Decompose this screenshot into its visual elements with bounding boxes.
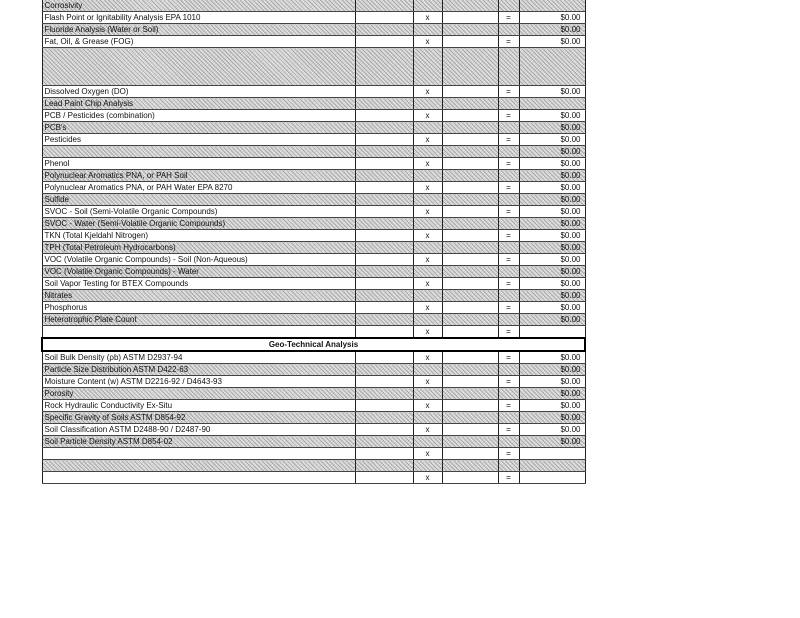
analysis-name-cell[interactable]: VOC (Volatile Organic Compounds) - Water [42, 266, 355, 278]
table-row [42, 472, 585, 484]
table-row [42, 48, 585, 86]
multiply-sign-cell: x [413, 302, 442, 314]
analysis-name-cell[interactable]: TKN (Total Kjeldahl Nitrogen) [42, 230, 355, 242]
table-row [42, 351, 585, 364]
equals-sign-cell: = [498, 424, 519, 436]
analysis-name-cell[interactable]: Fat, Oil, & Grease (FOG) [42, 36, 355, 48]
multiply-sign-cell: x [413, 254, 442, 266]
total-price-cell: $0.00 [519, 400, 585, 412]
total-price-cell: $0.00 [519, 376, 585, 388]
total-price-cell: $0.00 [519, 412, 585, 424]
unit-price-cell[interactable] [442, 472, 498, 484]
equals-sign-cell: = [498, 158, 519, 170]
quantity-cell[interactable] [355, 12, 413, 24]
table-row [42, 424, 585, 436]
analysis-name-cell[interactable]: SVOC - Soil (Semi-Volatile Organic Compounds) [42, 206, 355, 218]
analysis-name-cell[interactable]: PCB's [42, 122, 355, 134]
equals-sign-cell [498, 48, 519, 86]
quantity-cell[interactable] [355, 36, 413, 48]
multiply-sign-cell: x [413, 424, 442, 436]
equals-sign-cell [498, 460, 519, 472]
equals-sign-cell [498, 0, 519, 12]
total-price-cell: $0.00 [519, 314, 585, 326]
table-row [42, 326, 585, 339]
multiply-sign-cell [413, 460, 442, 472]
multiply-sign-cell [413, 24, 442, 36]
analysis-name-cell[interactable] [42, 448, 355, 460]
table-row [42, 302, 585, 314]
total-price-cell [519, 448, 585, 460]
total-price-cell: $0.00 [519, 110, 585, 122]
unit-price-cell[interactable] [442, 98, 498, 110]
quantity-cell[interactable] [355, 278, 413, 290]
quantity-cell[interactable] [355, 472, 413, 484]
quantity-cell[interactable] [355, 98, 413, 110]
multiply-sign-cell: x [413, 182, 442, 194]
quantity-cell[interactable] [355, 110, 413, 122]
table-row [42, 290, 585, 302]
quantity-cell[interactable] [355, 266, 413, 278]
equals-sign-cell [498, 388, 519, 400]
multiply-sign-cell [413, 170, 442, 182]
table-row [42, 86, 585, 98]
unit-price-cell[interactable] [442, 266, 498, 278]
table-row [42, 254, 585, 266]
quantity-cell[interactable] [355, 122, 413, 134]
table-row [42, 158, 585, 170]
table-row [42, 182, 585, 194]
total-price-cell: $0.00 [519, 146, 585, 158]
equals-sign-cell [498, 436, 519, 448]
multiply-sign-cell: x [413, 36, 442, 48]
equals-sign-cell: = [498, 36, 519, 48]
equals-sign-cell: = [498, 86, 519, 98]
quantity-cell[interactable] [355, 364, 413, 376]
multiply-sign-cell [413, 48, 442, 86]
table-row [42, 170, 585, 182]
unit-price-cell[interactable] [442, 48, 498, 86]
quantity-cell[interactable] [355, 86, 413, 98]
quantity-cell[interactable] [355, 194, 413, 206]
multiply-sign-cell: x [413, 206, 442, 218]
unit-price-cell[interactable] [442, 326, 498, 339]
quantity-cell[interactable] [355, 218, 413, 230]
quantity-cell[interactable] [355, 146, 413, 158]
table-row [42, 98, 585, 110]
quantity-cell[interactable] [355, 206, 413, 218]
unit-price-cell[interactable] [442, 122, 498, 134]
quantity-cell[interactable] [355, 424, 413, 436]
unit-price-cell[interactable] [442, 36, 498, 48]
total-price-cell: $0.00 [519, 194, 585, 206]
analysis-name-cell[interactable]: Phenol [42, 158, 355, 170]
quantity-cell[interactable] [355, 158, 413, 170]
analysis-name-cell[interactable]: Pesticides [42, 134, 355, 146]
unit-price-cell[interactable] [442, 24, 498, 36]
total-price-cell: $0.00 [519, 302, 585, 314]
unit-price-cell[interactable] [442, 194, 498, 206]
equals-sign-cell: = [498, 182, 519, 194]
multiply-sign-cell: x [413, 278, 442, 290]
multiply-sign-cell: x [413, 400, 442, 412]
analysis-name-cell[interactable]: VOC (Volatile Organic Compounds) - Soil (Non-Aqueous) [42, 254, 355, 266]
analysis-name-cell[interactable]: Sulfide [42, 194, 355, 206]
total-price-cell: $0.00 [519, 290, 585, 302]
unit-price-cell[interactable] [442, 412, 498, 424]
section-title: Geo-Technical Analysis [42, 338, 585, 351]
quantity-cell[interactable] [355, 460, 413, 472]
total-price-cell [519, 326, 585, 339]
total-price-cell: $0.00 [519, 86, 585, 98]
quantity-cell[interactable] [355, 254, 413, 266]
table-row [42, 388, 585, 400]
total-price-cell: $0.00 [519, 122, 585, 134]
equals-sign-cell [498, 364, 519, 376]
multiply-sign-cell: x [413, 134, 442, 146]
table-row [42, 206, 585, 218]
equals-sign-cell: = [498, 351, 519, 364]
table-row [42, 364, 585, 376]
analysis-name-cell[interactable]: Lead Paint Chip Analysis [42, 98, 355, 110]
unit-price-cell[interactable] [442, 0, 498, 12]
unit-price-cell[interactable] [442, 302, 498, 314]
unit-price-cell[interactable] [442, 278, 498, 290]
multiply-sign-cell [413, 266, 442, 278]
analysis-name-cell[interactable]: SVOC - Water (Semi-Volatile Organic Compounds) [42, 218, 355, 230]
multiply-sign-cell: x [413, 158, 442, 170]
multiply-sign-cell: x [413, 86, 442, 98]
quantity-cell[interactable] [355, 182, 413, 194]
equals-sign-cell [498, 242, 519, 254]
multiply-sign-cell [413, 242, 442, 254]
total-price-cell: $0.00 [519, 182, 585, 194]
total-price-cell: $0.00 [519, 266, 585, 278]
unit-price-cell[interactable] [442, 12, 498, 24]
equals-sign-cell: = [498, 376, 519, 388]
multiply-sign-cell [413, 364, 442, 376]
multiply-sign-cell: x [413, 376, 442, 388]
total-price-cell [519, 460, 585, 472]
total-price-cell: $0.00 [519, 230, 585, 242]
total-price-cell: $0.00 [519, 24, 585, 36]
unit-price-cell[interactable] [442, 424, 498, 436]
table-row [42, 230, 585, 242]
multiply-sign-cell [413, 122, 442, 134]
unit-price-cell[interactable] [442, 134, 498, 146]
table-row [42, 134, 585, 146]
multiply-sign-cell [413, 412, 442, 424]
analysis-name-cell[interactable]: Phosphorus [42, 302, 355, 314]
analysis-name-cell[interactable]: Specific Gravity of Soils ASTM D854-92 [42, 412, 355, 424]
multiply-sign-cell: x [413, 326, 442, 339]
unit-price-cell[interactable] [442, 436, 498, 448]
table-row [42, 436, 585, 448]
table-row [42, 412, 585, 424]
unit-price-cell[interactable] [442, 158, 498, 170]
total-price-cell: $0.00 [519, 36, 585, 48]
analysis-name-cell[interactable]: TPH (Total Petroleum Hydrocarbons) [42, 242, 355, 254]
multiply-sign-cell [413, 388, 442, 400]
analysis-name-cell[interactable]: Fluoride Analysis (Water or Soil) [42, 24, 355, 36]
equals-sign-cell: = [498, 326, 519, 339]
multiply-sign-cell [413, 0, 442, 12]
analysis-name-cell[interactable] [42, 146, 355, 158]
quantity-cell[interactable] [355, 388, 413, 400]
multiply-sign-cell: x [413, 110, 442, 122]
table-row [42, 266, 585, 278]
total-price-cell: $0.00 [519, 158, 585, 170]
total-price-cell [519, 472, 585, 484]
table-row [42, 0, 585, 12]
multiply-sign-cell [413, 98, 442, 110]
equals-sign-cell [498, 290, 519, 302]
multiply-sign-cell [413, 194, 442, 206]
quantity-cell[interactable] [355, 326, 413, 339]
equals-sign-cell: = [498, 110, 519, 122]
multiply-sign-cell [413, 290, 442, 302]
unit-price-cell[interactable] [442, 400, 498, 412]
analysis-name-cell[interactable]: Polynuclear Aromatics PNA, or PAH Soil [42, 170, 355, 182]
total-price-cell: $0.00 [519, 351, 585, 364]
quantity-cell[interactable] [355, 400, 413, 412]
equals-sign-cell: = [498, 254, 519, 266]
quantity-cell[interactable] [355, 134, 413, 146]
quantity-cell[interactable] [355, 290, 413, 302]
analysis-name-cell[interactable] [42, 472, 355, 484]
table-row [42, 12, 585, 24]
quantity-cell[interactable] [355, 170, 413, 182]
equals-sign-cell [498, 218, 519, 230]
unit-price-cell[interactable] [442, 206, 498, 218]
table-row [42, 110, 585, 122]
quantity-cell[interactable] [355, 24, 413, 36]
multiply-sign-cell [413, 218, 442, 230]
table-row [42, 460, 585, 472]
analysis-name-cell[interactable]: Dissolved Oxygen (DO) [42, 86, 355, 98]
unit-price-cell[interactable] [442, 218, 498, 230]
multiply-sign-cell [413, 146, 442, 158]
quantity-cell[interactable] [355, 314, 413, 326]
unit-price-cell[interactable] [442, 364, 498, 376]
table-row [42, 278, 585, 290]
price-list-form [41, 0, 584, 484]
table-row [42, 146, 585, 158]
total-price-cell: $0.00 [519, 388, 585, 400]
analysis-name-cell[interactable]: Porosity [42, 388, 355, 400]
unit-price-cell[interactable] [442, 242, 498, 254]
total-price-cell: $0.00 [519, 436, 585, 448]
analysis-name-cell[interactable]: Soil Bulk Density (ρb) ASTM D2937-94 [42, 351, 355, 364]
analysis-name-cell[interactable]: Nitrates [42, 290, 355, 302]
total-price-cell: $0.00 [519, 206, 585, 218]
equals-sign-cell: = [498, 134, 519, 146]
multiply-sign-cell: x [413, 351, 442, 364]
equals-sign-cell [498, 98, 519, 110]
multiply-sign-cell [413, 314, 442, 326]
equals-sign-cell [498, 170, 519, 182]
equals-sign-cell [498, 314, 519, 326]
total-price-cell: $0.00 [519, 254, 585, 266]
unit-price-cell[interactable] [442, 86, 498, 98]
unit-price-cell[interactable] [442, 314, 498, 326]
quantity-cell[interactable] [355, 0, 413, 12]
total-price-cell [519, 98, 585, 110]
table-row [42, 314, 585, 326]
equals-sign-cell: = [498, 448, 519, 460]
total-price-cell: $0.00 [519, 424, 585, 436]
analysis-name-cell[interactable] [42, 326, 355, 339]
equals-sign-cell [498, 412, 519, 424]
quantity-cell[interactable] [355, 376, 413, 388]
section-header-row [42, 338, 585, 351]
multiply-sign-cell: x [413, 472, 442, 484]
unit-price-cell[interactable] [442, 376, 498, 388]
unit-price-cell[interactable] [442, 146, 498, 158]
analysis-rows [42, 0, 585, 484]
multiply-sign-cell [413, 436, 442, 448]
quantity-cell[interactable] [355, 448, 413, 460]
analysis-name-cell[interactable]: Soil Classification ASTM D2488-90 / D2487-90 [42, 424, 355, 436]
total-price-cell: $0.00 [519, 242, 585, 254]
analysis-name-cell[interactable]: Soil Particle Density ASTM D854-02 [42, 436, 355, 448]
table-row [42, 448, 585, 460]
quantity-cell[interactable] [355, 302, 413, 314]
total-price-cell: $0.00 [519, 278, 585, 290]
analysis-name-cell[interactable]: PCB / Pesticides (combination) [42, 110, 355, 122]
analysis-name-cell[interactable]: Rock Hydraulic Conductivity Ex-Situ [42, 400, 355, 412]
equals-sign-cell: = [498, 302, 519, 314]
multiply-sign-cell: x [413, 448, 442, 460]
unit-price-cell[interactable] [442, 182, 498, 194]
total-price-cell: $0.00 [519, 134, 585, 146]
equals-sign-cell [498, 266, 519, 278]
quantity-cell[interactable] [355, 230, 413, 242]
unit-price-cell[interactable] [442, 460, 498, 472]
quantity-cell[interactable] [355, 48, 413, 86]
analysis-name-cell[interactable]: Corrosivity [42, 0, 355, 12]
equals-sign-cell: = [498, 230, 519, 242]
equals-sign-cell: = [498, 12, 519, 24]
unit-price-cell[interactable] [442, 110, 498, 122]
equals-sign-cell: = [498, 400, 519, 412]
table-row [42, 400, 585, 412]
equals-sign-cell [498, 146, 519, 158]
multiply-sign-cell: x [413, 12, 442, 24]
total-price-cell: $0.00 [519, 170, 585, 182]
equals-sign-cell [498, 24, 519, 36]
equals-sign-cell: = [498, 472, 519, 484]
table-row [42, 242, 585, 254]
unit-price-cell[interactable] [442, 290, 498, 302]
unit-price-cell[interactable] [442, 254, 498, 266]
quantity-cell[interactable] [355, 351, 413, 364]
table-row [42, 218, 585, 230]
quantity-cell[interactable] [355, 436, 413, 448]
unit-price-cell[interactable] [442, 230, 498, 242]
total-price-cell: $0.00 [519, 12, 585, 24]
analysis-name-cell[interactable] [42, 460, 355, 472]
analysis-name-cell[interactable]: Flash Point or Ignitability Analysis EPA 1010 [42, 12, 355, 24]
unit-price-cell[interactable] [442, 170, 498, 182]
equals-sign-cell: = [498, 278, 519, 290]
analysis-name-cell[interactable]: Heterotrophic Plate Count [42, 314, 355, 326]
unit-price-cell[interactable] [442, 388, 498, 400]
analysis-table [41, 0, 586, 484]
table-row [42, 194, 585, 206]
table-row [42, 376, 585, 388]
total-price-cell [519, 0, 585, 12]
unit-price-cell[interactable] [442, 351, 498, 364]
table-row [42, 36, 585, 48]
quantity-cell[interactable] [355, 412, 413, 424]
total-price-cell: $0.00 [519, 364, 585, 376]
analysis-name-cell[interactable] [42, 48, 355, 86]
equals-sign-cell [498, 122, 519, 134]
analysis-name-cell[interactable]: Polynuclear Aromatics PNA, or PAH Water EPA 8270 [42, 182, 355, 194]
equals-sign-cell [498, 194, 519, 206]
table-row [42, 122, 585, 134]
multiply-sign-cell: x [413, 230, 442, 242]
unit-price-cell[interactable] [442, 448, 498, 460]
total-price-cell [519, 48, 585, 86]
analysis-name-cell[interactable]: Moisture Content (w) ASTM D2216-92 / D4643-93 [42, 376, 355, 388]
table-row [42, 24, 585, 36]
equals-sign-cell: = [498, 206, 519, 218]
analysis-name-cell[interactable]: Particle Size Distribution ASTM D422-63 [42, 364, 355, 376]
total-price-cell: $0.00 [519, 218, 585, 230]
analysis-name-cell[interactable]: Soil Vapor Testing for BTEX Compounds [42, 278, 355, 290]
quantity-cell[interactable] [355, 242, 413, 254]
